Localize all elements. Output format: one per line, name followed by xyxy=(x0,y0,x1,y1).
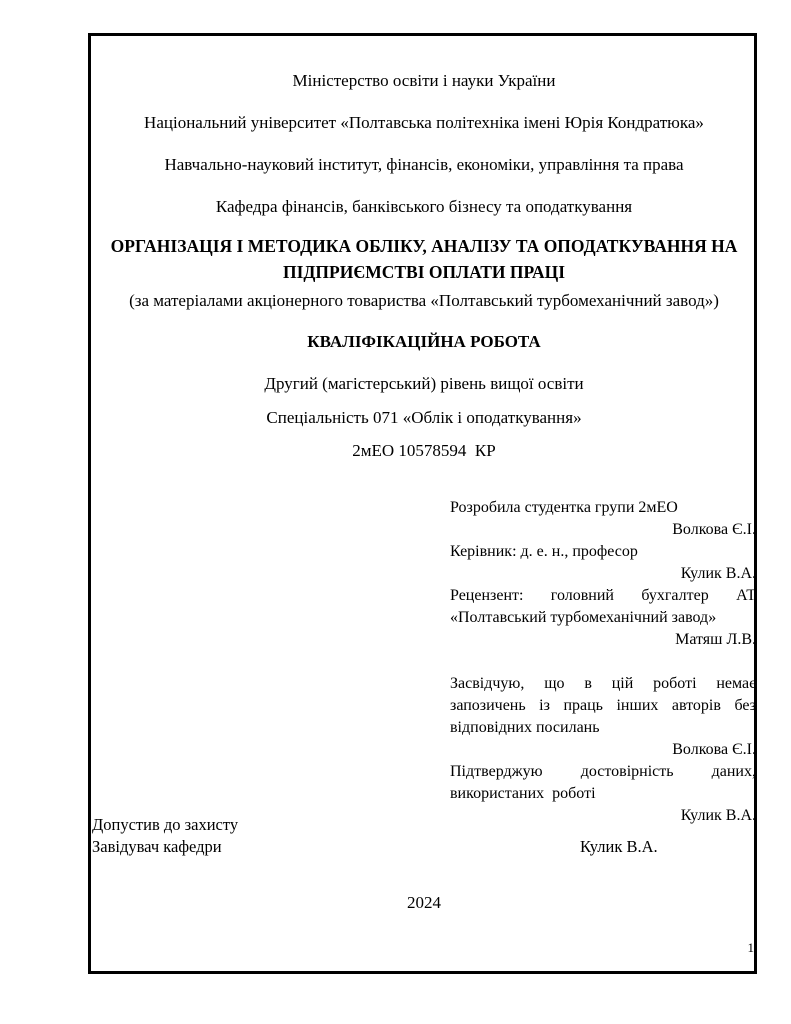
thesis-title-line: ПІДПРИЄМСТВІ ОПЛАТИ ПРАЦІ xyxy=(282,262,566,282)
thesis-subtitle: (за матеріалами акціонерного товариства «Полтавський турбомеханічний завод») xyxy=(129,291,719,310)
credits-line: Рецензент: головний бухгалтер АТ xyxy=(450,587,756,604)
approval-line-admitted: Допустив до захисту xyxy=(92,815,239,834)
credits-line: відповідних посилань xyxy=(450,719,600,736)
head-title: Завідувач кафедри xyxy=(92,837,222,856)
ministry-line: Міністерство освіти і науки України xyxy=(292,71,556,90)
credits-line: Матяш Л.В. xyxy=(675,631,756,648)
university-line: Національний університет «Полтавська політехніка імені Юрія Кондратюка» xyxy=(144,113,704,132)
credits-line: Кулик В.А. xyxy=(680,565,756,582)
page-number: 1 xyxy=(747,940,754,955)
degree-line: Другий (магістерський) рівень вищої освіти xyxy=(264,374,584,393)
work-type: КВАЛІФІКАЦІЙНА РОБОТА xyxy=(307,332,541,351)
credits-line: Підтверджую достовірність даних, xyxy=(450,763,756,780)
credits-line: Засвідчую, що в цій роботі немає xyxy=(450,675,756,692)
credits-line: «Полтавський турбомеханічний завод» xyxy=(450,609,717,626)
credits-line xyxy=(450,651,756,673)
head-signature-name: Кулик В.А. xyxy=(580,837,658,856)
specialty-line: Спеціальність 071 «Облік і оподаткування» xyxy=(266,408,582,427)
credits-line: Керівник: д. е. н., професор xyxy=(450,543,638,560)
credits-line: Волкова Є.І. xyxy=(672,741,756,758)
credits-line: використаних роботі xyxy=(450,785,596,802)
approval-block xyxy=(92,814,756,858)
thesis-title xyxy=(91,233,757,285)
approval-line-head xyxy=(92,836,756,858)
group-code-line: 2мЕО 10578594 КР xyxy=(352,441,496,460)
thesis-title-line: ОРГАНІЗАЦІЯ І МЕТОДИКА ОБЛІКУ, АНАЛІЗУ ТА ОПОДАТКУВАННЯ НА xyxy=(110,236,738,256)
department-line: Кафедра фінансів, банківського бізнесу та оподаткування xyxy=(215,197,633,216)
credits-block xyxy=(450,497,756,827)
year: 2024 xyxy=(407,893,441,912)
credits-line: Кулик В.А. xyxy=(680,807,756,824)
institute-line: Навчально-науковий інститут, фінансів, економіки, управління та права xyxy=(164,155,684,174)
credits-line: Розробила студентка групи 2мЕО xyxy=(450,499,678,516)
credits-line: Волкова Є.І. xyxy=(672,521,756,538)
credits-line: запозичень із праць інших авторів без xyxy=(450,697,756,714)
